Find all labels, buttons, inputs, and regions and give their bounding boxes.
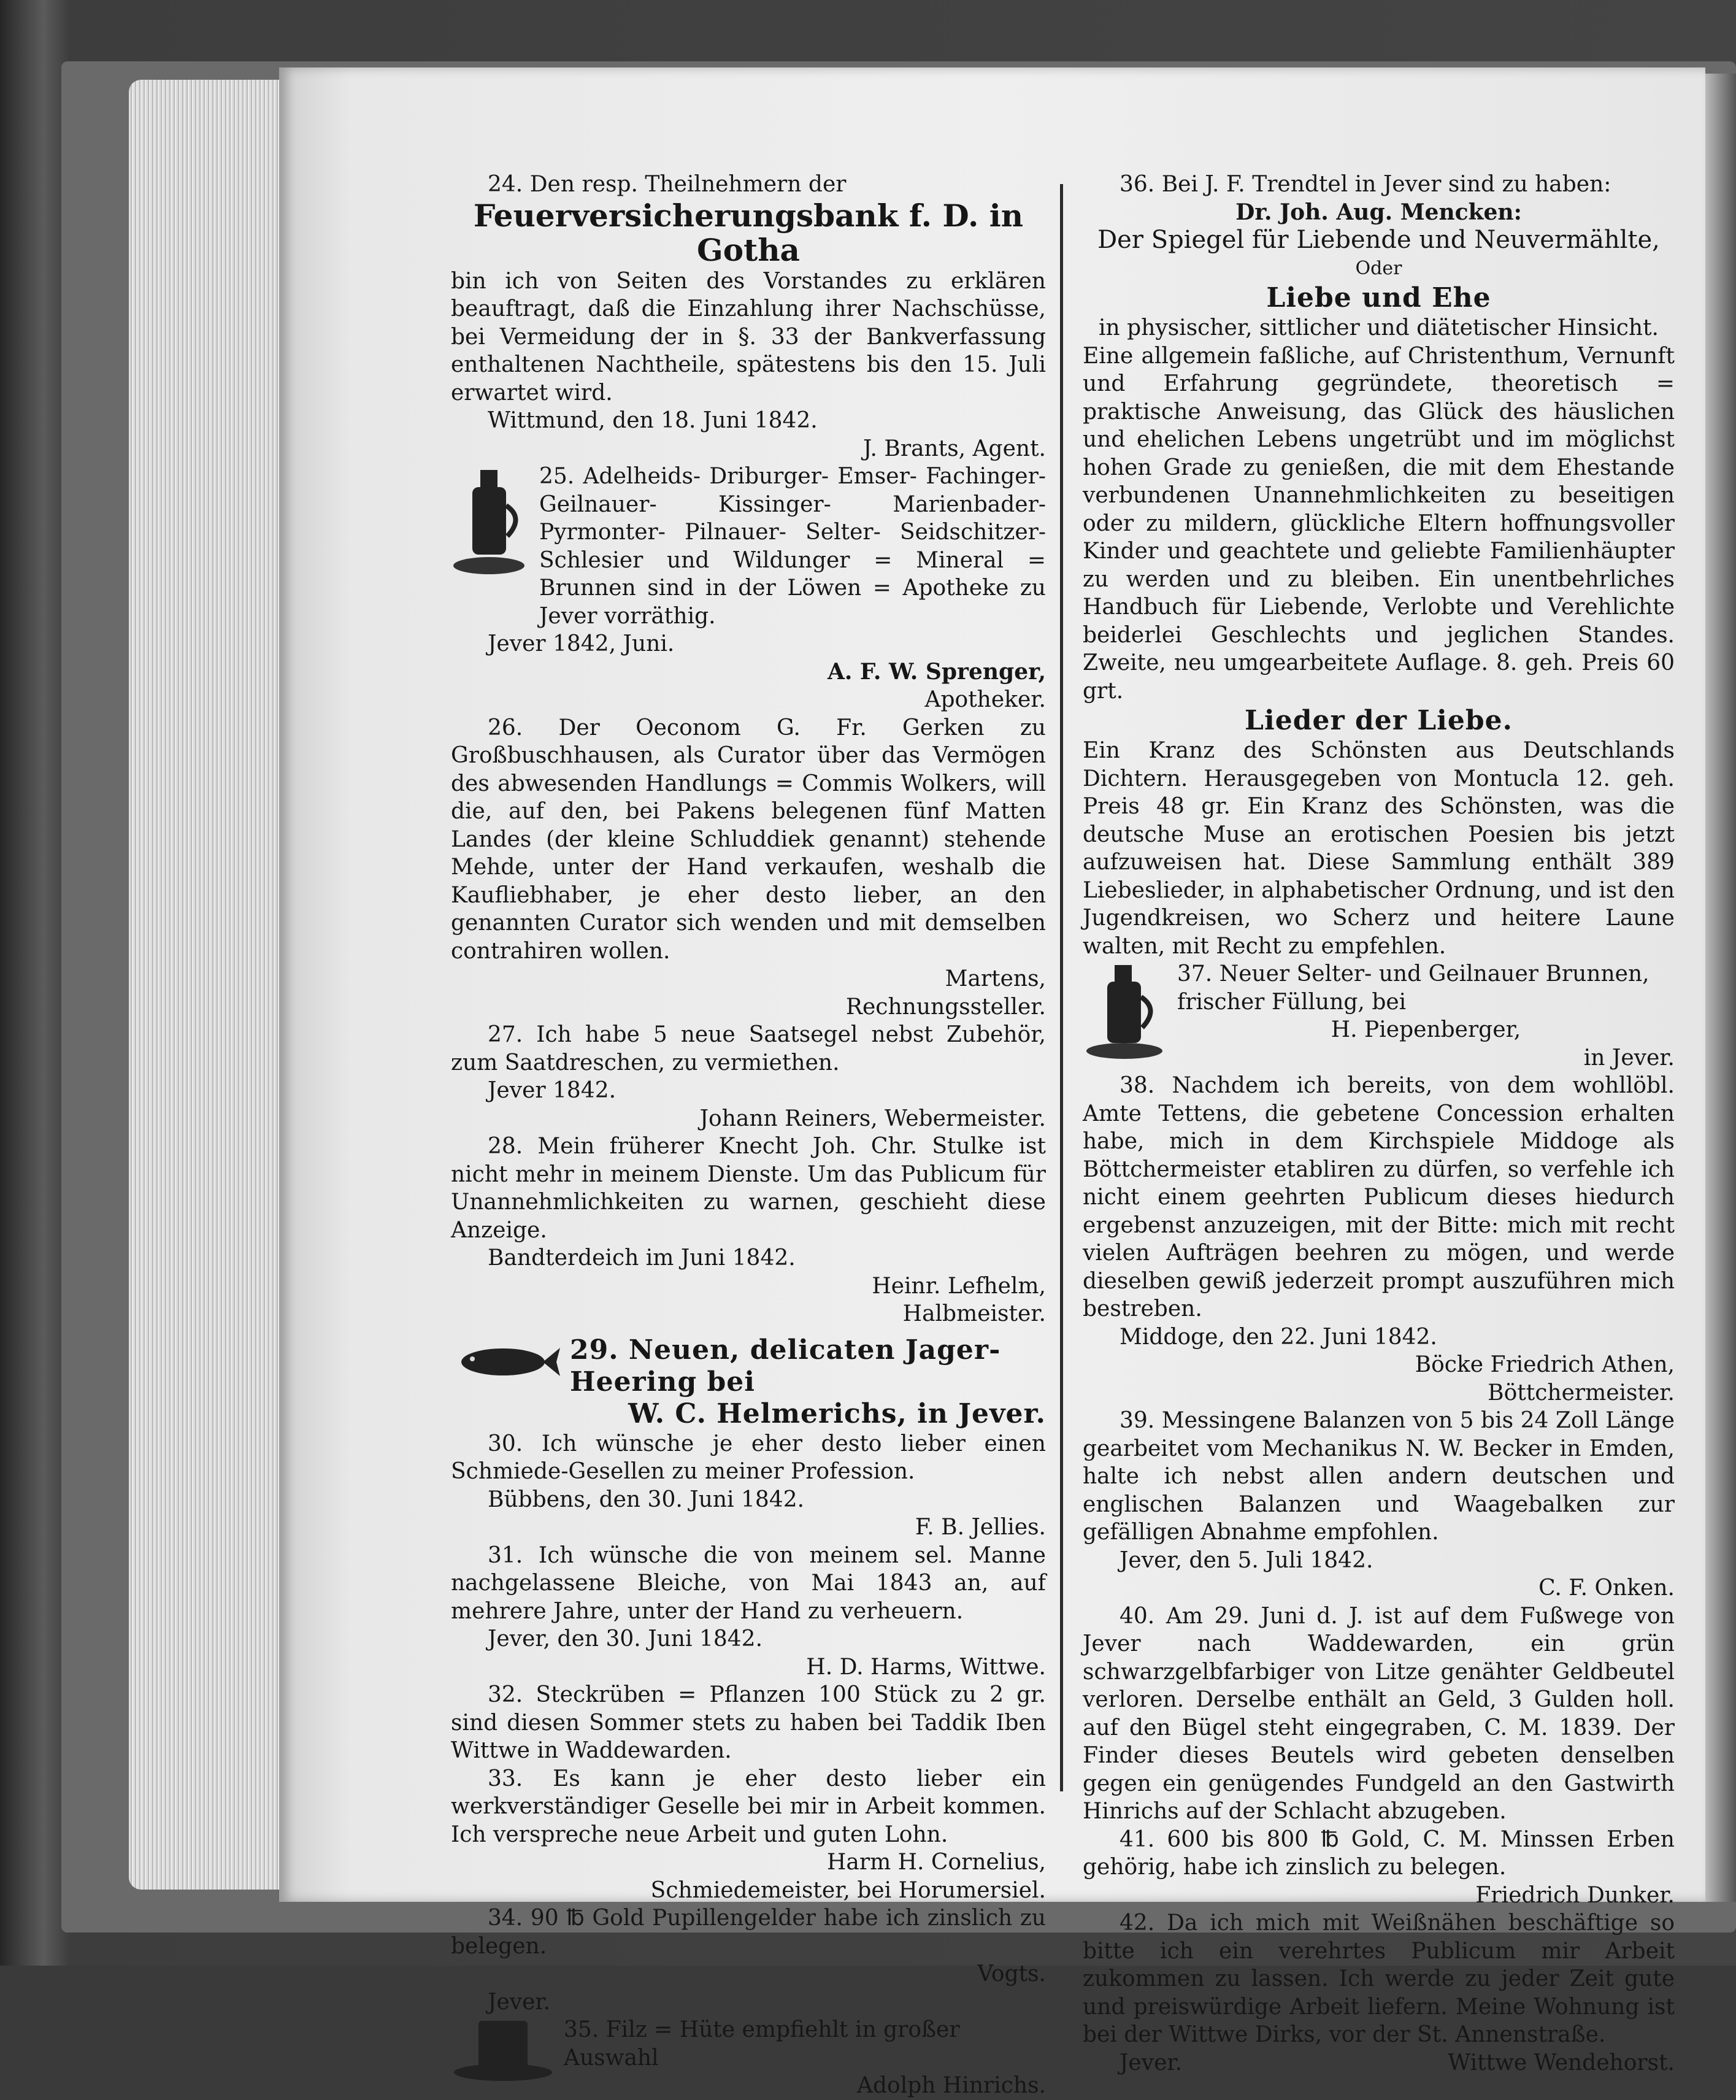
ad-40: [1083, 1602, 1675, 1826]
mineral-water-jug-icon: [1083, 960, 1169, 1061]
ad-31-signature: H. D. Harms, Wittwe.: [806, 1654, 1046, 1680]
ad-36-title3: Lieder der Liebe.: [1245, 705, 1513, 736]
ad-38-role: Böttchermeister.: [1488, 1380, 1675, 1406]
mineral-water-jug-icon: [451, 463, 531, 579]
ad-27-signature: Johann Reiners, Webermeister.: [699, 1106, 1046, 1131]
ad-41-signature: Friedrich Dunker.: [1475, 1882, 1675, 1908]
ad-24: [451, 171, 1046, 463]
ad-37-signature: H. Piepenberger,: [1331, 1017, 1521, 1042]
page-edges: [129, 80, 282, 1890]
ad-33-role: Schmiedemeister, bei Horumersiel.: [650, 1877, 1046, 1903]
ad-36-title: Der Spiegel für Liebende und Neuvermählte,: [1097, 226, 1660, 254]
ad-27-date: Jever 1842.: [488, 1078, 616, 1103]
ad-37: [1083, 960, 1675, 1072]
ad-38: [1083, 1072, 1675, 1407]
ad-24-body: bin ich von Seiten des Vorstandes zu erklären beauftragt, daß die Einzahlung ihrer Nachschüsse, bei Vermeidung der in §. 33 der Bankverfassung enthaltenen Nachtheile, spätestens bis den 15. Juli erwartet wird.: [451, 268, 1046, 406]
herring-fish-icon: [451, 1334, 561, 1390]
ad-41-body: 41. 600 bis 800 ℔ Gold, C. M. Minssen Erben gehörig, habe ich zinslich zu belegen.: [1083, 1826, 1675, 1880]
ad-37-line1: 37. Neuer Selter- und Geilnauer Brunnen,: [1177, 961, 1650, 987]
column-rule: [1060, 184, 1063, 1791]
ad-36-subtitle: in physischer, sittlicher und diätetischer Hinsicht.: [1099, 315, 1659, 340]
right-column: [1083, 171, 1675, 2077]
ad-25-date: Jever 1842, Juni.: [488, 631, 675, 656]
ad-32-body: 32. Steckrüben = Pflanzen 100 Stück zu 2 gr. sind diesen Sommer stets zu haben bei Taddik Iben Wittwe in Waddewarden.: [451, 1682, 1046, 1763]
ad-26-body: 26. Der Oeconom G. Fr. Gerken zu Großbuschhausen, als Curator über das Vermögen des abwesenden Handlungs = Commis Wolkers, will die, auf den, bei Pakens belegenen fünf Matten Landes (der kleine Schluddiek genannt) stehende Mehde, unter der Hand verkaufen, weshalb die Kaufliebhaber, je eher desto lieber, an den genannten Curator sich wenden und mit demselben contrahiren wollen.: [451, 715, 1046, 964]
ad-27: [451, 1021, 1046, 1133]
ad-30-signature: F. B. Jellies.: [915, 1515, 1046, 1540]
ad-34-place: Jever.: [488, 1989, 551, 2015]
ad-24-title: Feuerversicherungsbank f. D. in Gotha: [473, 197, 1024, 268]
ad-24-intro: 24. Den resp. Theilnehmern der: [488, 172, 847, 197]
ad-28-signature: Heinr. Lefhelm,: [872, 1273, 1046, 1299]
ad-29: [451, 1334, 1046, 1398]
ad-36-body2: Ein Kranz des Schönsten aus Deutschlands Dichtern. Herausgegeben von Montucla 12. geh. Preis 48 gr. Ein Kranz des Schönsten, was die deutsche Muse an erotischen Poesien bis jetzt aufzuweisen hat. Diese Sammlung enthält 389 Liebeslieder, in alphabetischer Ordnung, und ist den Jugendkreisen, wo Scherz und heitere Laune walten, mit Recht zu empfehlen.: [1083, 738, 1675, 959]
ad-38-date: Middoge, den 22. Juni 1842.: [1120, 1324, 1437, 1350]
ad-36-author: Dr. Joh. Aug. Mencken:: [1235, 199, 1522, 225]
ad-25-footer: [451, 630, 1046, 714]
ad-36-body: Eine allgemein faßliche, auf Christenthum, Vernunft und Erfahrung gegründete, theoretisch = praktische Anweisung, das Glück des häuslichen und ehelichen Lebens ungetrübt und im möglichst hohen Grade zu genießen, die mit dem Ehestande verbundenen Unannehmlichkeiten zu beseitigen oder zu mildern, glückliche Eltern hoffnungsvoller Kinder und geachtete und geliebte Familienhäupter zu werden und zu bleiben. Ein unentbehrliches Handbuch für Liebende, Verlobte und Verehlichte beiderlei Geschlechts und jeglichen Standes. Zweite, neu umgearbeitete Auflage. 8. geh. Preis 60 grt.: [1083, 343, 1675, 704]
ad-24-date: Wittmund, den 18. Juni 1842.: [488, 408, 818, 433]
ad-40-body: 40. Am 29. Juni d. J. ist auf dem Fußwege von Jever nach Waddewarden, ein grün schwarzgelbfarbiger von Litze genähter Geldbeutel verloren. Derselbe enthält an Geld, 3 Gulden holl. auf den Bügel steht eingegraben, C. M. 1839. Der Finder dieses Beutels wird gebeten denselben gegen ein genügendes Fundgeld an den Gastwirth Hinrichs auf der Schlacht abzugeben.: [1083, 1603, 1675, 1824]
ad-34: [451, 1904, 1046, 2016]
ad-42-footer: [1083, 2049, 1675, 2077]
ad-33: [451, 1765, 1046, 1905]
ad-42-body: 42. Da ich mich mit Weißnähen beschäftige so bitte ich ein verehrtes Publicum mir Arbeit zukommen zu lassen. Ich werde zu jeder Zeit gute und preiswürdige Arbeit liefern. Meine Wohnung ist bei der Wittwe Dirks, vor der St. Annenstraße.: [1083, 1910, 1675, 2047]
ad-42-signature: Wittwe Wendehorst.: [1448, 2050, 1675, 2075]
ad-25-role: Apotheker.: [924, 687, 1046, 712]
ad-25-body: 25. Adelheids- Driburger- Emser- Fachinger- Geilnauer- Kissinger- Marienbader- Pyrmonter- Pilnauer- Selter- Seidschitzer- Schlesier und Wildunger = Mineral = Brunnen sind in der Löwen = Apotheke zu Jever vorräthig.: [539, 464, 1046, 629]
ad-39-body: 39. Messingene Balanzen von 5 bis 24 Zoll Länge gearbeitet vom Mechanikus N. W. Becker in Emden, halte ich nebst allen andern deutschen und englischen Balanzen und Waagebalken zur gefälligen Abnahme empfohlen.: [1083, 1408, 1675, 1545]
ad-24-signature: J. Brants, Agent.: [862, 436, 1046, 461]
ad-29-line3: W. C. Helmerichs, in Jever.: [628, 1398, 1046, 1429]
ad-41: [1083, 1826, 1675, 1910]
top-hat-icon: [451, 2016, 555, 2083]
ad-39-date: Jever, den 5. Juli 1842.: [1120, 1547, 1373, 1573]
ad-26-role: Rechnungssteller.: [845, 994, 1046, 1020]
ad-32: [451, 1681, 1046, 1765]
ad-36-title2: Liebe und Ehe: [1266, 282, 1491, 313]
ad-38-signature: Böcke Friedrich Athen,: [1415, 1352, 1675, 1377]
ad-31: [451, 1542, 1046, 1682]
ad-42-place: Jever.: [1120, 2050, 1183, 2075]
ad-33-body: 33. Es kann je eher desto lieber ein werkverständiger Geselle bei mir in Arbeit kommen. Ich verspreche neue Arbeit und guten Lohn.: [451, 1766, 1046, 1847]
ad-29-line1: 29. Neuen, delicaten Jager-: [570, 1334, 1001, 1366]
ad-25-signature: A. F. W. Sprenger,: [827, 658, 1046, 685]
ad-36-intro: 36. Bei J. F. Trendtel in Jever sind zu haben:: [1120, 172, 1611, 197]
left-column: [451, 171, 1046, 2100]
ad-31-body: 31. Ich wünsche die von meinem sel. Manne nachgelassene Bleiche, von Mai 1843 an, auf mehrere Jahre, unter der Hand zu verheuern.: [451, 1542, 1046, 1624]
ad-26-signature: Martens,: [945, 966, 1046, 991]
ad-28-body: 28. Mein früherer Knecht Joh. Chr. Stulke ist nicht mehr in meinem Dienste. Um das Publicum für Unannehmlichkeiten zu warnen, geschieht diese Anzeige.: [451, 1134, 1046, 1243]
ad-26: [451, 714, 1046, 1021]
ad-30-body: 30. Ich wünsche je eher desto lieber einen Schmiede-Gesellen zu meiner Profession.: [451, 1431, 1046, 1484]
ad-35: [451, 2016, 1046, 2100]
ad-34-body: 34. 90 ℔ Gold Pupillengelder habe ich zinslich zu belegen.: [451, 1906, 1046, 1959]
ad-28-date: Bandterdeich im Juni 1842.: [488, 1245, 796, 1271]
ad-36: [1083, 171, 1675, 960]
ad-35-line1: 35. Filz = Hüte empfiehlt in großer: [564, 2017, 960, 2042]
ad-36-oder: Oder: [1355, 257, 1402, 279]
ad-34-signature: Vogts.: [977, 1961, 1046, 1987]
ad-28-role: Halbmeister.: [902, 1301, 1046, 1326]
ad-31-date: Jever, den 30. Juni 1842.: [488, 1626, 763, 1652]
ad-27-body: 27. Ich habe 5 neue Saatsegel nebst Zubehör, zum Saatdreschen, zu vermiethen.: [451, 1022, 1046, 1075]
ad-25: [451, 463, 1046, 630]
ad-33-signature: Harm H. Cornelius,: [827, 1850, 1046, 1875]
ad-29-line2: Heering bei: [570, 1366, 756, 1398]
ad-35-signature: Adolph Hinrichs.: [857, 2073, 1046, 2098]
ad-39: [1083, 1407, 1675, 1602]
ad-38-body: 38. Nachdem ich bereits, von dem wohllöbl. Amte Tettens, die gebetene Concession erhalten habe, mich in dem Kirchspiele Middoge als Böttchermeister etabliren zu dürfen, so verfehle ich nicht einem geehrten Publicum dieses hiedurch ergebenst anzuzeigen, mit der Bitte: mich mit recht vielen Aufträgen beehren zu mögen, und werde dieselben gewiß jederzeit prompt auszuführen mich bestreben.: [1083, 1073, 1675, 1321]
ad-42: [1083, 1909, 1675, 2077]
ad-30: [451, 1430, 1046, 1542]
facing-page-edge: [1705, 74, 1736, 1902]
ad-35-line2: Auswahl: [564, 2045, 659, 2071]
ad-37-place: in Jever.: [1583, 1045, 1675, 1071]
ad-28: [451, 1133, 1046, 1328]
ad-30-date: Bübbens, den 30. Juni 1842.: [488, 1487, 805, 1512]
ad-37-line2: frischer Füllung, bei: [1177, 989, 1407, 1015]
ad-39-signature: C. F. Onken.: [1538, 1575, 1675, 1601]
